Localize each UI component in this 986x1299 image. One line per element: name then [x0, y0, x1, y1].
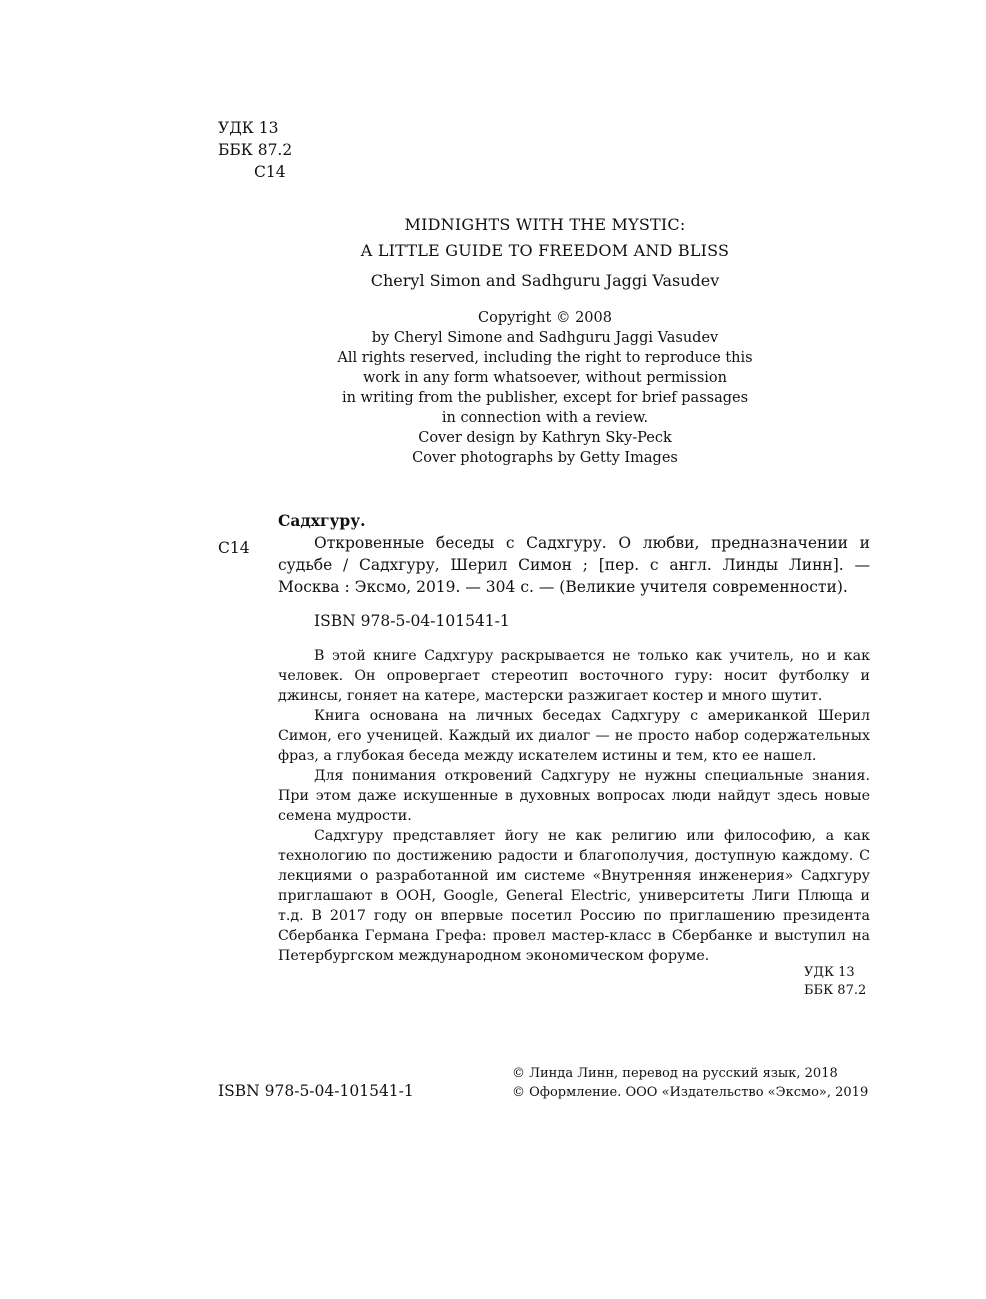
original-authors: Cheryl Simon and Sadhguru Jaggi Vasudev — [370, 271, 720, 290]
original-title-line-1: MIDNIGHTS WITH THE MYSTIC: — [404, 215, 686, 234]
annotation-paragraph: Для понимания откровений Садхгуру не нужны специальные знания. При этом даже искушенные в духовных вопросах люди найдут здесь новые семена мудрости. — [278, 768, 870, 824]
classification-block — [218, 117, 292, 183]
annotation-paragraph: Садхгуру представляет йогу не как религию или философию, а как технологию по достижению радости и благополучия, доступную каждому. С лекциями о разработанной им системе «Внутренняя инженерия» Садхгуру приглашают в ООН, Google, General Electric, университеты Лиги Плюща и т.д. В 2017 году он впервые посетил Россию по приглашению президента Сбербанка Германа Грефа: провел мастер-класс в Сбербанке и выступил на Петербургском международном экономическом форуме. — [278, 828, 870, 964]
author-mark: С14 — [254, 163, 286, 181]
bbk-code: ББК 87.2 — [218, 141, 293, 159]
copyright-line: by Cheryl Simone and Sadhguru Jaggi Vasudev — [371, 330, 719, 346]
udk-code: УДК 13 — [218, 119, 279, 137]
copyright-translation: © Линда Линн, перевод на русский язык, 2018 — [512, 1066, 838, 1081]
copyright-line: in writing from the publisher, except for brief passages — [341, 390, 749, 406]
bbk-code-bottom: ББК 87.2 — [804, 983, 867, 998]
footer-isbn: ISBN 978-5-04-101541-1 — [218, 1082, 414, 1100]
bibliographic-heading: Садхгуру. — [278, 511, 366, 530]
copyright-design: © Оформление. ООО «Издательство «Эксмо», 2019 — [512, 1085, 869, 1100]
copyright-line: All rights reserved, including the right to reproduce this — [337, 350, 753, 366]
original-title-line-2: A LITTLE GUIDE TO FREEDOM AND BLISS — [360, 241, 730, 260]
annotation-paragraph: В этой книге Садхгуру раскрывается не только как учитель, но и как человек. Он опровергает стереотип восточного гуру: носит футболку и джинсы, гоняет на катере, мастерски разжигает костер и много шутит. — [278, 648, 870, 704]
copyright-line: work in any form whatsoever, without permission — [362, 370, 727, 386]
udk-code-bottom: УДК 13 — [804, 965, 855, 980]
copyright-line: Copyright © 2008 — [478, 310, 612, 326]
copyright-notice — [290, 308, 800, 468]
footer-copyrights — [512, 1064, 868, 1102]
bibliographic-author-mark: С14 — [218, 539, 250, 557]
copyright-line: in connection with a review. — [441, 410, 649, 426]
copyright-line: Cover photographs by Getty Images — [412, 450, 678, 466]
original-edition-block — [290, 212, 800, 468]
annotation-paragraph: Книга основана на личных беседах Садхгуру с американкой Шерил Симон, его ученицей. Каждый их диалог — не просто набор содержательных фраз, а глубокая беседа между искателем истины и тем, кто ее нашел. — [278, 708, 870, 764]
classification-block-bottom — [804, 964, 866, 1000]
bibliographic-isbn: ISBN 978-5-04-101541-1 — [314, 612, 510, 630]
annotation — [278, 646, 870, 966]
bibliographic-description: Откровенные беседы с Садхгуру. О любви, предназначении и судьбе / Садхгуру, Шерил Симон ; [пер. с англ. Линды Линн]. — Москва : Эксмо, 2019. — 304 с. — (Великие учителя современности). — [278, 534, 870, 596]
copyright-line: Cover design by Kathryn Sky-Peck — [418, 430, 672, 446]
bibliographic-record — [278, 510, 870, 632]
